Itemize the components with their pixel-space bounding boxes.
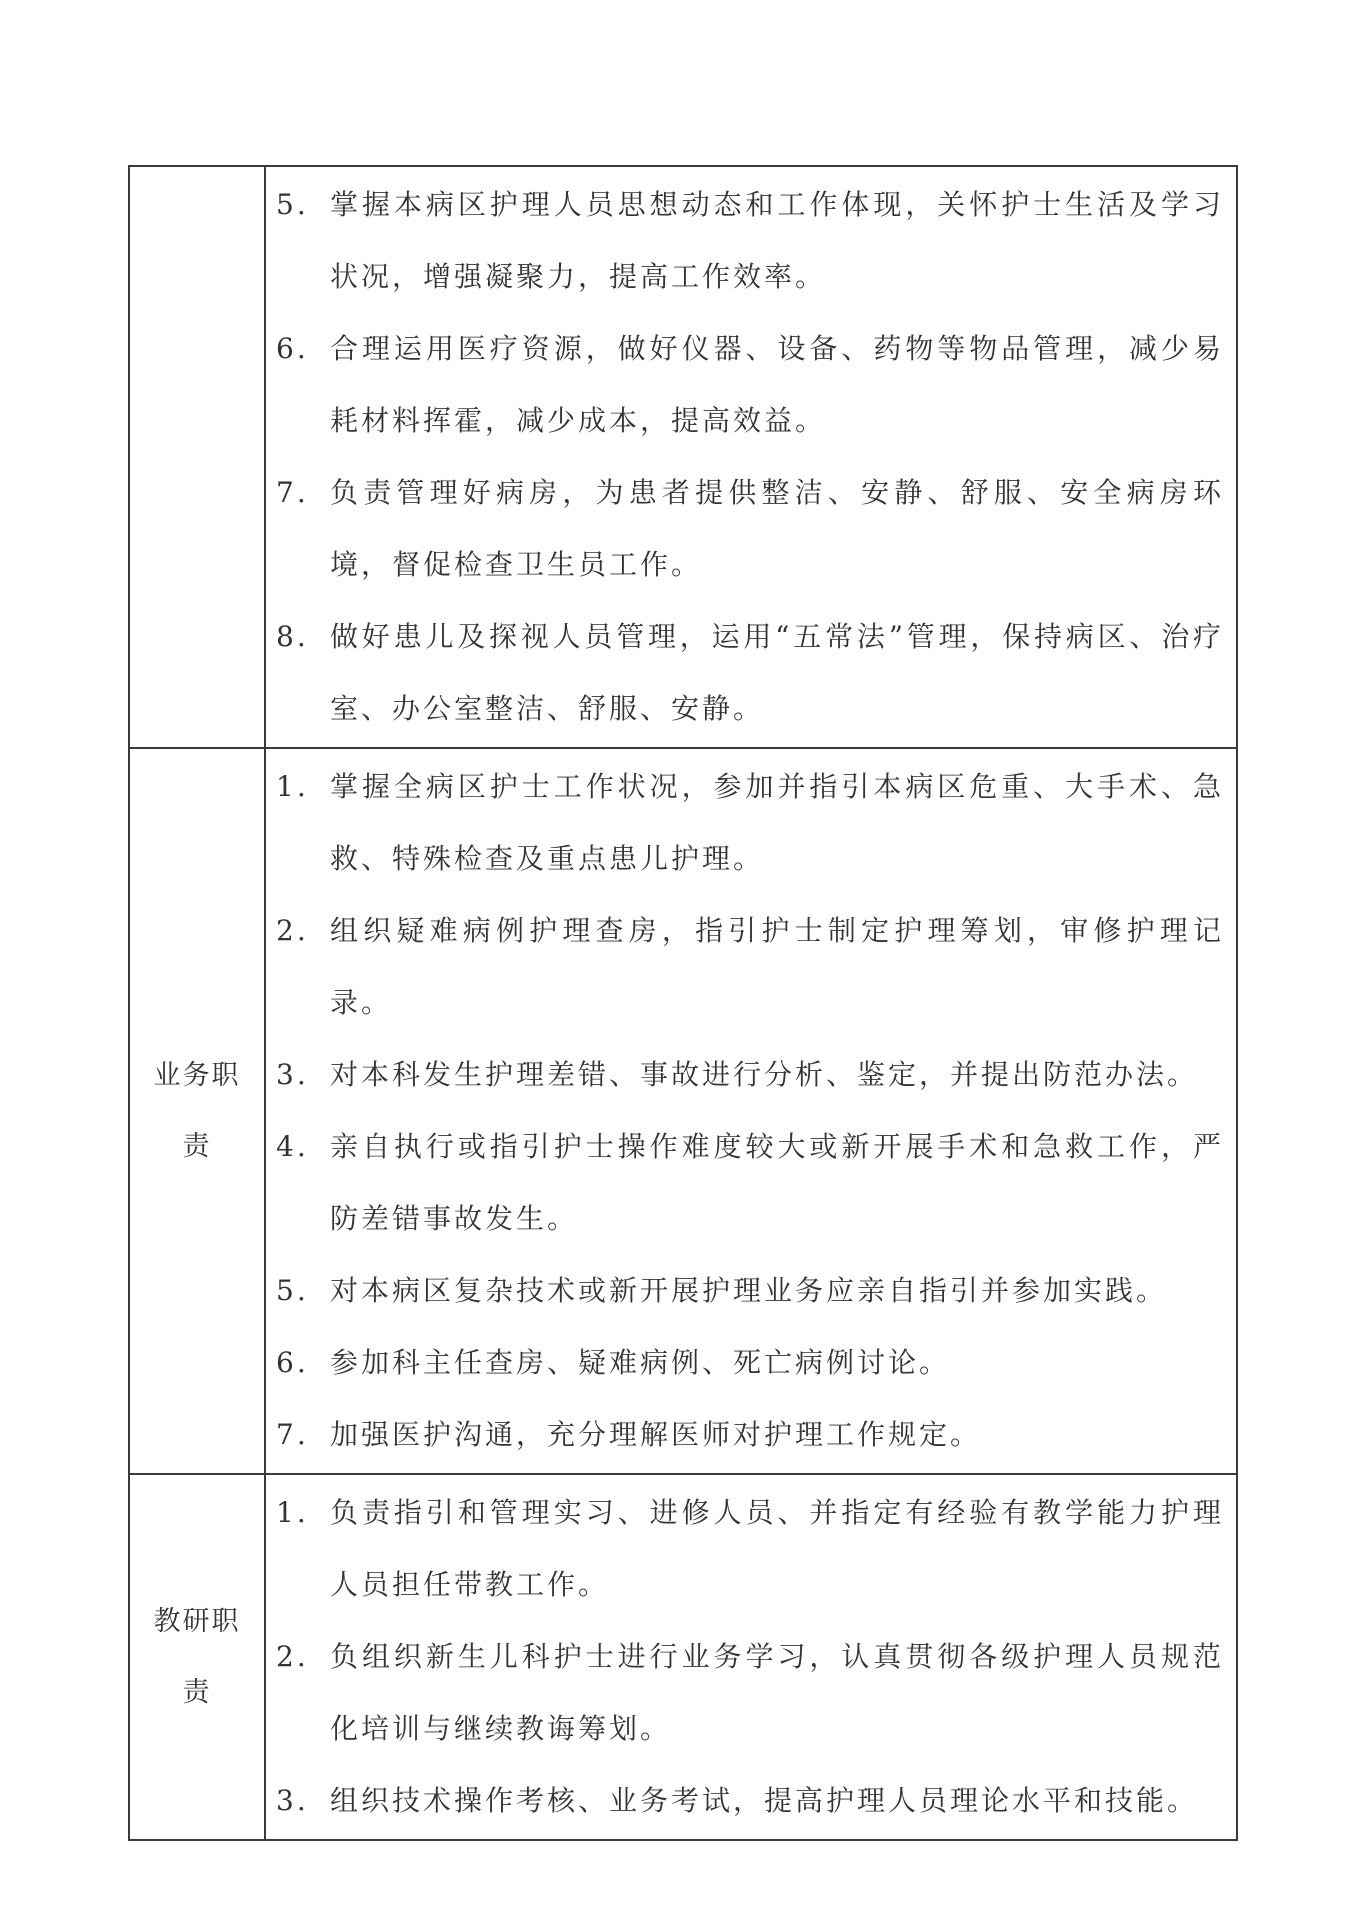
table-row <box>129 1474 1237 1840</box>
duty-item-text: 负组织新生儿科护士进行业务学习，认真贯彻各级护理人员规范化培训与继续教诲筹划。 <box>330 1640 1224 1745</box>
duty-item-number: 8. <box>276 620 309 653</box>
duty-item <box>276 1399 1224 1471</box>
duty-item-text: 掌握本病区护理人员思想动态和工作体现，关怀护士生活及学习状况，增强凝聚力，提高工作效率。 <box>330 188 1224 293</box>
duty-item <box>276 169 1224 313</box>
duty-item-number: 1. <box>276 770 309 803</box>
duty-item-number: 5. <box>276 188 309 221</box>
section-label-cell <box>129 166 265 748</box>
section-title: 教研职责 <box>153 1606 241 1708</box>
table-row <box>129 748 1237 1474</box>
duty-item-text: 掌握全病区护士工作状况，参加并指引本病区危重、大手术、急救、特殊检查及重点患儿护理。 <box>330 770 1224 875</box>
duty-item-text: 亲自执行或指引护士操作难度较大或新开展手术和急救工作，严防差错事故发生。 <box>330 1130 1224 1235</box>
duty-item-number: 2. <box>276 1640 309 1673</box>
section-label-cell <box>129 748 265 1474</box>
duty-item <box>276 1327 1224 1399</box>
duty-item-text: 组织疑难病例护理查房，指引护士制定护理筹划，审修护理记录。 <box>330 914 1224 1019</box>
duty-item-text: 参加科主任查房、疑难病例、死亡病例讨论。 <box>330 1346 951 1379</box>
duty-item <box>276 313 1224 457</box>
duty-item <box>276 751 1224 895</box>
duty-item-text: 做好患儿及探视人员管理，运用“五常法”管理，保持病区、治疗室、办公室整洁、舒服、安静。 <box>330 620 1224 725</box>
duty-item-number: 1. <box>276 1496 309 1529</box>
duty-item-text: 合理运用医疗资源，做好仪器、设备、药物等物品管理，减少易耗材料挥霍，减少成本，提高效益。 <box>330 332 1224 437</box>
duty-item-number: 7. <box>276 476 309 509</box>
duty-item-text: 负责管理好病房，为患者提供整洁、安静、舒服、安全病房环境，督促检查卫生员工作。 <box>330 476 1224 581</box>
duty-item-text: 组织技术操作考核、业务考试，提高护理人员理论水平和技能。 <box>330 1784 1199 1817</box>
table-row <box>129 166 1237 748</box>
duty-item-number: 7. <box>276 1418 309 1451</box>
duty-item <box>276 1621 1224 1765</box>
duty-item-number: 3. <box>276 1058 309 1091</box>
duty-item-number: 2. <box>276 914 309 947</box>
section-content-cell <box>265 166 1237 748</box>
section-content-cell <box>265 1474 1237 1840</box>
duty-item-number: 4. <box>276 1130 309 1163</box>
section-label-cell <box>129 1474 265 1840</box>
duty-item-text: 负责指引和管理实习、进修人员、并指定有经验有教学能力护理人员担任带教工作。 <box>330 1496 1224 1601</box>
duty-item-number: 5. <box>276 1274 309 1307</box>
duty-item <box>276 1111 1224 1255</box>
duty-item <box>276 457 1224 601</box>
duty-item <box>276 1765 1224 1837</box>
duty-item <box>276 1039 1224 1111</box>
duty-item-text: 对本病区复杂技术或新开展护理业务应亲自指引并参加实践。 <box>330 1274 1168 1307</box>
duty-item-number: 3. <box>276 1784 309 1817</box>
duty-item <box>276 1255 1224 1327</box>
duty-item <box>276 1477 1224 1621</box>
section-title: 业务职责 <box>153 1060 241 1162</box>
duties-table <box>128 165 1238 1841</box>
duty-item <box>276 601 1224 745</box>
section-content-cell <box>265 748 1237 1474</box>
duty-item <box>276 895 1224 1039</box>
duty-item-number: 6. <box>276 332 309 365</box>
duty-item-text: 加强医护沟通，充分理解医师对护理工作规定。 <box>330 1418 982 1451</box>
duty-item-number: 6. <box>276 1346 309 1379</box>
duty-item-text: 对本科发生护理差错、事故进行分析、鉴定，并提出防范办法。 <box>330 1058 1199 1091</box>
